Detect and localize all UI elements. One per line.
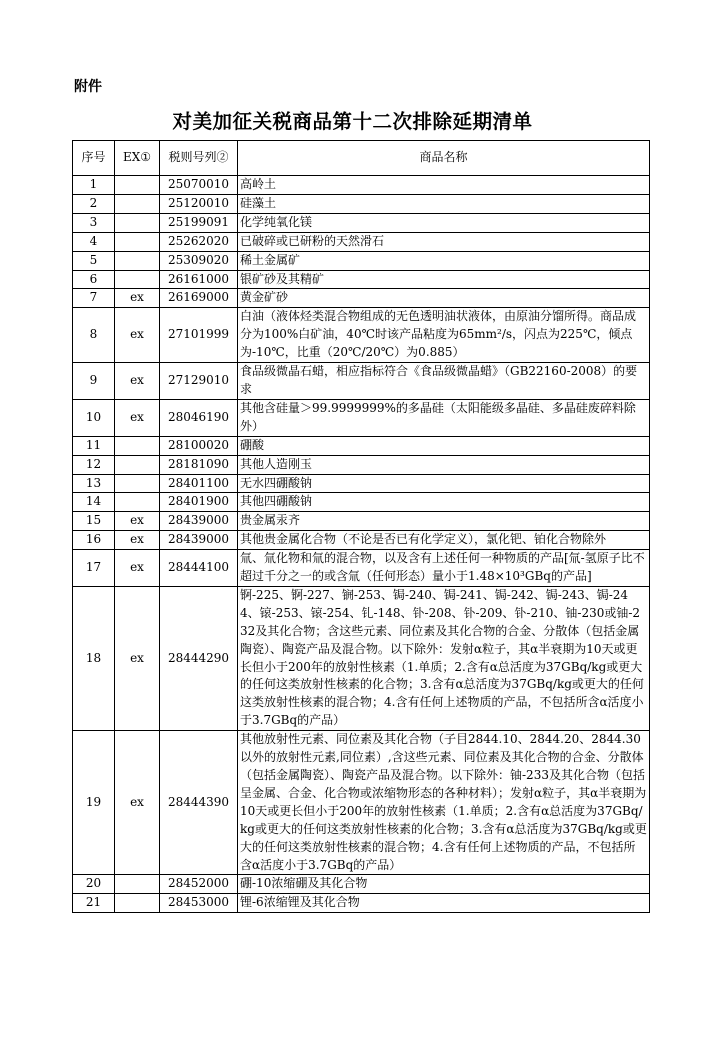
table-row — [73, 586, 650, 730]
cell-code: 28401100 — [160, 474, 238, 493]
cell-code: 28444100 — [160, 550, 238, 587]
cell-ex: ex — [115, 399, 160, 436]
table-row — [73, 213, 650, 232]
table-row — [73, 308, 650, 363]
cell-seq: 20 — [73, 875, 115, 894]
cell-name: 其他贵金属化合物（不论是否已有化学定义），氯化钯、铂化合物除外 — [238, 531, 650, 550]
cell-seq: 6 — [73, 270, 115, 289]
header-seq: 序号 — [73, 141, 115, 176]
cell-code: 25262020 — [160, 232, 238, 251]
attachment-label: 附件 — [74, 79, 102, 95]
cell-name: 其他人造刚玉 — [238, 455, 650, 474]
cell-code: 27101999 — [160, 308, 238, 363]
cell-code: 28439000 — [160, 531, 238, 550]
cell-seq: 13 — [73, 474, 115, 493]
cell-ex — [115, 493, 160, 512]
cell-code: 28453000 — [160, 894, 238, 913]
cell-name: 黄金矿砂 — [238, 289, 650, 308]
exclusion-list-table — [72, 140, 650, 913]
cell-ex — [115, 875, 160, 894]
cell-ex — [115, 213, 160, 232]
table-header-row — [73, 141, 650, 176]
cell-name: 白油（液体烃类混合物组成的无色透明油状液体，由原油分馏所得。商品成分为100%白矿油，40℃时该产品粘度为65mm²/s，闪点为225℃，倾点为-10℃，比重（20℃/20℃）为0.885） — [238, 308, 650, 363]
table-row — [73, 289, 650, 308]
cell-code: 26169000 — [160, 289, 238, 308]
cell-name: 高岭土 — [238, 176, 650, 195]
cell-name: 氚、氚化物和氚的混合物，以及含有上述任何一种物质的产品[氚-氢原子比不超过千分之一的或含氚（任何形态）量小于1.48×10³GBq的产品] — [238, 550, 650, 587]
cell-name: 硼-10浓缩硼及其化合物 — [238, 875, 650, 894]
table-row — [73, 455, 650, 474]
cell-code: 28444290 — [160, 586, 238, 730]
cell-name: 锕-225、锕-227、锎-253、锔-240、锔-241、锔-242、锔-243、锔-244、锿-253、锿-254、钆-148、钋-208、钋-209、钋-210、铀-230或铀-232及其化合物；含这些元素、同位素及其化合物的合金、分散体（包括金属陶瓷）、陶瓷产品及混合物。以下除外：发射α粒子，其α半衰期为10天或更长但小于200年的放射性核素（1.单质；2.含有α总活度为37GBq/kg或更大的任何这类放射性核素的化合物；3.含有α总活度为37GBq/kg或更大的任何这类放射性核素的混合物；4.含有任何上述物质的产品，不包括所含α活度小于3.7GBq的产品） — [238, 586, 650, 730]
header-name: 商品名称 — [238, 141, 650, 176]
cell-ex — [115, 270, 160, 289]
cell-ex: ex — [115, 289, 160, 308]
cell-code: 28181090 — [160, 455, 238, 474]
cell-seq: 5 — [73, 251, 115, 270]
table-row — [73, 550, 650, 587]
cell-code: 26161000 — [160, 270, 238, 289]
table-row — [73, 436, 650, 455]
cell-name: 银矿砂及其精矿 — [238, 270, 650, 289]
cell-ex: ex — [115, 586, 160, 730]
cell-name: 硼酸 — [238, 436, 650, 455]
cell-seq: 18 — [73, 586, 115, 730]
cell-ex — [115, 455, 160, 474]
table-row — [73, 270, 650, 289]
cell-ex — [115, 194, 160, 213]
cell-code: 25070010 — [160, 176, 238, 195]
cell-code: 28401900 — [160, 493, 238, 512]
cell-name: 其他四硼酸钠 — [238, 493, 650, 512]
cell-name: 化学纯氧化镁 — [238, 213, 650, 232]
table-body — [73, 176, 650, 913]
table-row — [73, 894, 650, 913]
cell-seq: 17 — [73, 550, 115, 587]
table-row — [73, 875, 650, 894]
cell-ex: ex — [115, 531, 160, 550]
table-row — [73, 194, 650, 213]
table-row — [73, 731, 650, 875]
cell-code: 28452000 — [160, 875, 238, 894]
document-title: 对美加征关税商品第十二次排除延期清单 — [172, 110, 533, 133]
cell-ex — [115, 251, 160, 270]
cell-seq: 4 — [73, 232, 115, 251]
cell-ex — [115, 232, 160, 251]
cell-seq: 12 — [73, 455, 115, 474]
table-row — [73, 363, 650, 400]
cell-seq: 3 — [73, 213, 115, 232]
cell-seq: 1 — [73, 176, 115, 195]
table-row — [73, 512, 650, 531]
cell-ex — [115, 176, 160, 195]
cell-seq: 21 — [73, 894, 115, 913]
cell-name: 食品级微晶石蜡，相应指标符合《食品级微晶蜡》（GB22160-2008）的要求 — [238, 363, 650, 400]
cell-code: 25309020 — [160, 251, 238, 270]
cell-name: 稀土金属矿 — [238, 251, 650, 270]
cell-code: 28439000 — [160, 512, 238, 531]
cell-code: 28444390 — [160, 731, 238, 875]
table-row — [73, 493, 650, 512]
cell-name: 锂-6浓缩锂及其化合物 — [238, 894, 650, 913]
table-row — [73, 251, 650, 270]
cell-name: 无水四硼酸钠 — [238, 474, 650, 493]
cell-seq: 8 — [73, 308, 115, 363]
table-row — [73, 176, 650, 195]
cell-seq: 19 — [73, 731, 115, 875]
cell-ex: ex — [115, 512, 160, 531]
cell-seq: 16 — [73, 531, 115, 550]
cell-ex: ex — [115, 550, 160, 587]
table-row — [73, 474, 650, 493]
table-row — [73, 399, 650, 436]
cell-seq: 2 — [73, 194, 115, 213]
cell-name: 贵金属汞齐 — [238, 512, 650, 531]
cell-seq: 7 — [73, 289, 115, 308]
cell-code: 28046190 — [160, 399, 238, 436]
cell-code: 25120010 — [160, 194, 238, 213]
cell-ex — [115, 894, 160, 913]
cell-seq: 11 — [73, 436, 115, 455]
cell-code: 28100020 — [160, 436, 238, 455]
cell-name: 已破碎或已研粉的天然滑石 — [238, 232, 650, 251]
cell-ex: ex — [115, 363, 160, 400]
cell-ex: ex — [115, 308, 160, 363]
cell-seq: 15 — [73, 512, 115, 531]
cell-ex: ex — [115, 731, 160, 875]
table-row — [73, 531, 650, 550]
cell-name: 硅藻土 — [238, 194, 650, 213]
cell-name: 其他放射性元素、同位素及其化合物（子目2844.10、2844.20、2844.30以外的放射性元素,同位素）,含这些元素、同位素及其化合物的合金、分散体（包括金属陶瓷）、陶瓷产品及混合物。以下除外：铀-233及其化合物（包括呈金属、合金、化合物或浓缩物形态的各种材料）；发射α粒子，其α半衰期为10天或更长但小于200年的放射性核素（1.单质；2.含有α总活度为37GBq/kg或更大的任何这类放射性核素的化合物；3.含有α总活度为37GBq/kg或更大的任何这类放射性核素的混合物；4.含有任何上述物质的产品，不包括所含α活度小于3.7GBq的产品） — [238, 731, 650, 875]
header-code: 税则号列② — [160, 141, 238, 176]
table-row — [73, 232, 650, 251]
cell-seq: 9 — [73, 363, 115, 400]
cell-seq: 14 — [73, 493, 115, 512]
cell-ex — [115, 436, 160, 455]
cell-ex — [115, 474, 160, 493]
cell-code: 27129010 — [160, 363, 238, 400]
cell-code: 25199091 — [160, 213, 238, 232]
header-ex: EX① — [115, 141, 160, 176]
cell-name: 其他含硅量＞99.9999999%的多晶硅（太阳能级多晶硅、多晶硅废碎料除外） — [238, 399, 650, 436]
cell-seq: 10 — [73, 399, 115, 436]
